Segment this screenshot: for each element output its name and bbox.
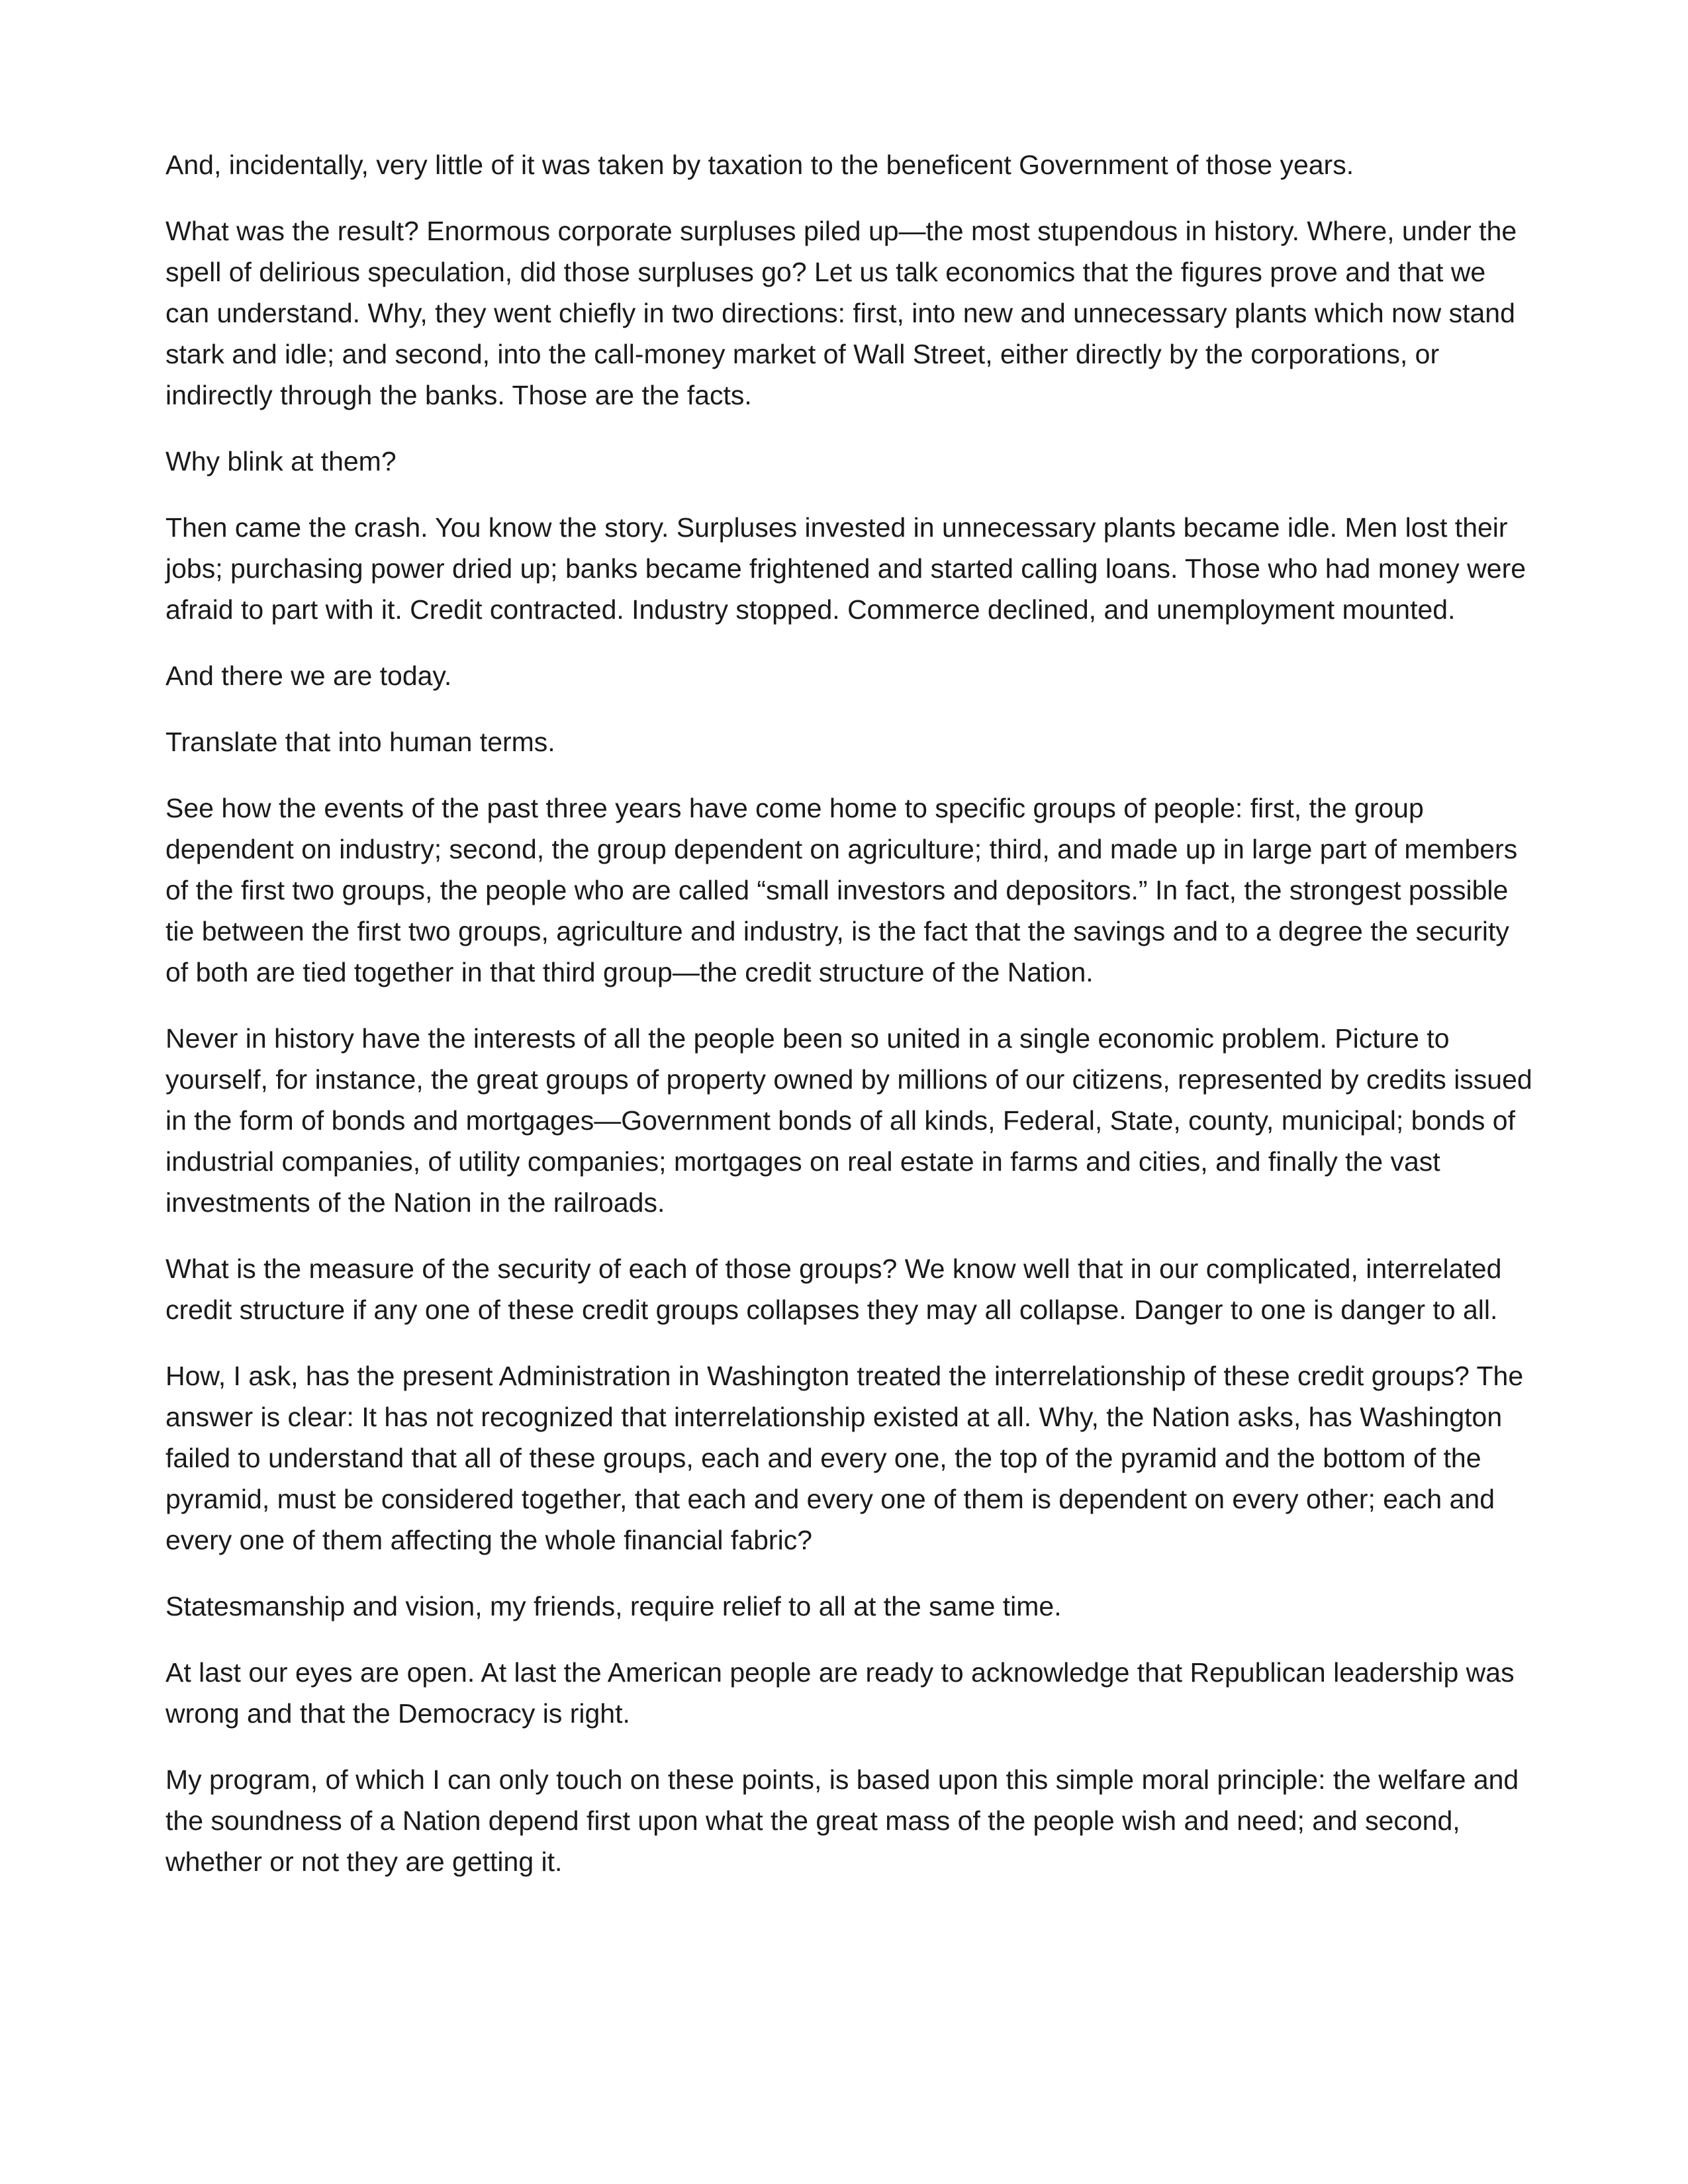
paragraph: At last our eyes are open. At last the American people are ready to acknowledge that Republican leadership was wrong and that the Democracy is right. [165, 1657, 1515, 1729]
paragraph: What is the measure of the security of each of those groups? We know well that in our complicated, interrelated credit structure if any one of these credit groups collapses they may all collapse. Danger to one is danger to all. [165, 1253, 1502, 1325]
paragraph: Translate that into human terms. [165, 727, 555, 757]
paragraph: And, incidentally, very little of it was taken by taxation to the beneficent Government of those years. [165, 150, 1354, 180]
paragraph: What was the result? Enormous corporate surpluses piled up—the most stupendous in history. Where, under the spell of delirious speculation, did those surpluses go? Let us talk economics that the figures prove and that we can understand. Why, they went chiefly in two directions: first, into new and unnecessary plants which now stand stark and idle; and second, into the call-money market of Wall Street, either directly by the corporations, or indirectly through the banks. Those are the facts. [165, 216, 1517, 410]
paragraph: Never in history have the interests of all the people been so united in a single economic problem. Picture to yourself, for instance, the great groups of property owned by millions of our citizens, represented by credits issued in the form of bonds and mortgages—Government bonds of all kinds, Federal, State, county, municipal; bonds of industrial companies, of utility companies; mortgages on real estate in farms and cities, and finally the vast investments of the Nation in the railroads. [165, 1023, 1532, 1218]
paragraph: See how the events of the past three years have come home to specific groups of people: first, the group dependent on industry; second, the group dependent on agriculture; third, and made up in large part of members of the first two groups, the people who are called “small investors and depositors.” In fact, the strongest possible tie between the first two groups, agriculture and industry, is the fact that the savings and to a degree the security of both are tied together in that third group—the credit structure of the Nation. [165, 793, 1518, 987]
document-page [165, 144, 1536, 1907]
paragraph: My program, of which I can only touch on these points, is based upon this simple moral principle: the welfare and the soundness of a Nation depend first upon what the great mass of the people wish and need; and second, whether or not they are getting it. [165, 1764, 1519, 1877]
paragraph: How, I ask, has the present Administration in Washington treated the interrelationship of these credit groups? The answer is clear: It has not recognized that interrelationship existed at all. Why, the Nation asks, has Washington failed to understand that all of these groups, each and every one, the top of the pyramid and the bottom of the pyramid, must be considered together, that each and every one of them is dependent on every other; each and every one of them affecting the whole financial fabric? [165, 1361, 1524, 1555]
paragraph: And there we are today. [165, 660, 452, 691]
paragraph: Why blink at them? [165, 446, 397, 477]
paragraph: Statesmanship and vision, my friends, require relief to all at the same time. [165, 1591, 1062, 1621]
paragraph: Then came the crash. You know the story. Surpluses invested in unnecessary plants became idle. Men lost their jobs; purchasing power dried up; banks became frightened and started calling loans. Those who had money were afraid to part with it. Credit contracted. Industry stopped. Commerce declined, and unemployment mounted. [165, 512, 1526, 625]
